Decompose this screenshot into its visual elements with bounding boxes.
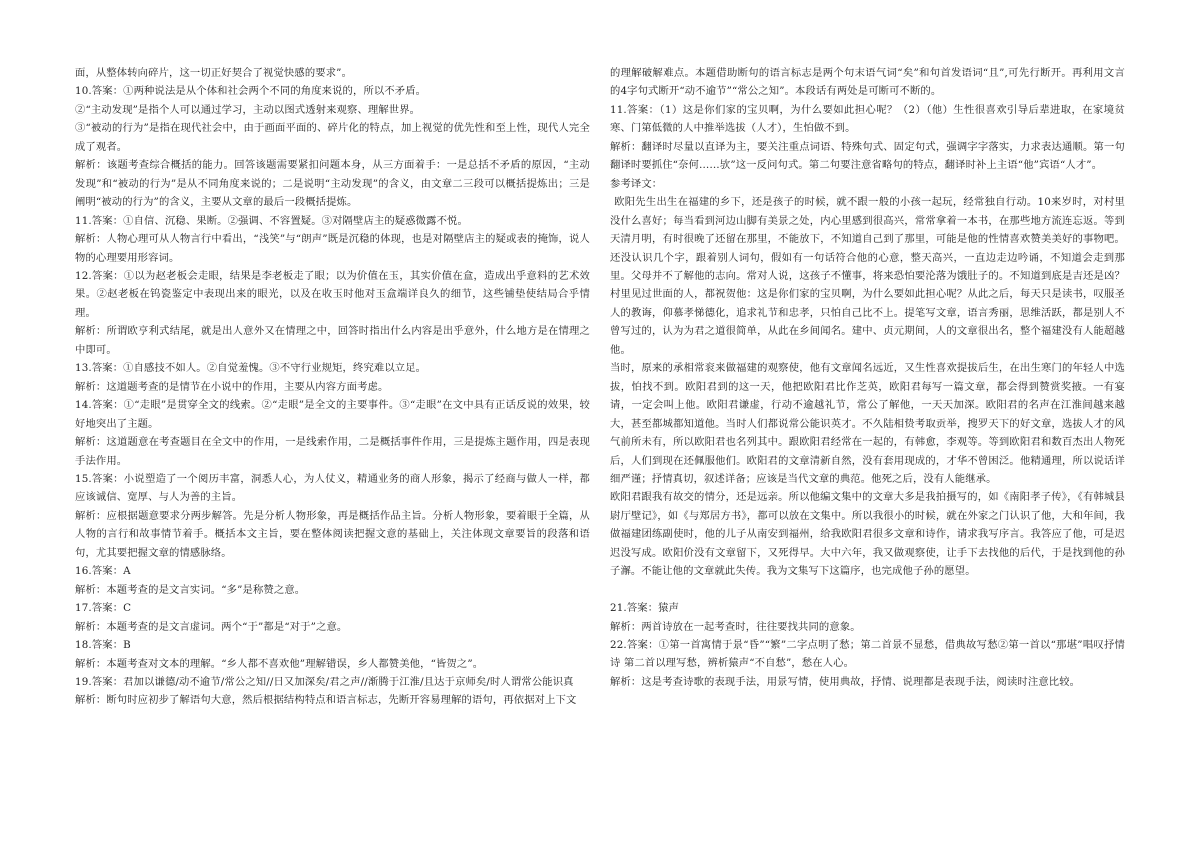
text-paragraph: 参考译文： <box>610 177 663 190</box>
text-paragraph: 16.答案：A <box>75 565 131 578</box>
text-paragraph: 22.答案：①第一首寓情于景“昏”“繁”二字点明了愁；第二首景不显愁，借典故写愁②第一首以“那堪”唱叹抒情诗 第二首以理写愁，辨析猿声“不自愁”，愁在人心。 <box>610 639 1125 670</box>
text-paragraph: 解析：应根据题意要求分两步解答。先是分析人物形象，再是概括作品主旨。分析人物形象，要着眼于全篇，从人物的言行和故事情节着手。概括本文主旨，要在整体阅读把握文意的基础上，关注体现文章要旨的段落和语句，尤其要把握文章的情感脉络。 <box>75 509 590 559</box>
text-paragraph: 解析：所谓欧亨利式结尾，就是出人意外又在情理之中，回答时指出什么内容是出乎意外，什么地方是在情理之中即可。 <box>75 325 590 356</box>
text-paragraph: 解析：这道题意在考查题目在全文中的作用，一是线索作用，二是概括事件作用，三是提炼主题作用，四是表现手法作用。 <box>75 436 590 467</box>
text-paragraph: 15.答案：小说塑造了一个阅历丰富，洞悉人心，为人仗义，精通业务的商人形象，揭示了经商与做人一样，都应该诚信、宽厚、与人为善的主旨。 <box>75 472 590 504</box>
text-paragraph: 解析：人物心理可从人物言行中看出，“浅笑”与“朗声”既是沉稳的体现，也是对隔壁店主的疑或表的掩饰，说人物的心理要用形容词。 <box>75 233 590 264</box>
answer-column-left <box>75 64 590 710</box>
text-paragraph: 解析：翻译时尽量以直译为主，要关注重点词语、特殊句式、固定句式，强调字字落实，力求表达通顺。第一句翻译时要抓住“奈何……欤”这一反问句式。第二句要注意省略句的特点，翻译时补上主语“他”宾语“人才”。 <box>610 140 1125 172</box>
text-paragraph: 12.答案：①以为赵老板会走眼，结果是李老板走了眼；以为价值在玉，其实价值在盒，造成出乎意料的艺术效果。②赵老板在钨瓷鉴定中表现出来的眼光，以及在收玉时他对玉盒端详良久的细节，这些铺垫使结局合乎情理。 <box>75 269 590 319</box>
text-paragraph: 解析：本题考查的是文言虚词。两个“于”都是“对于”之意。 <box>75 620 348 633</box>
text-paragraph: 解析：这道题考查的是情节在小说中的作用，主要从内容方面考虑。 <box>75 380 389 393</box>
text-paragraph: 10.答案：①两种说法是从个体和社会两个不同的角度来说的，所以不矛盾。 <box>75 85 427 98</box>
text-paragraph: 欧阳君跟我有故交的情分，还是远亲。所以他编文集中的文章大多是我拍摄写的，如《南阳孝子传》，《有韩城县尉厅壁记》，如《与郑居方书》，都可以放在文集中。所以我很小的时候，就在外家之门认识了他，大和年间，我做福建团练副使时，他的儿子从南安到福州，给我欧阳君很多文章和诗作，请求我写序言。我答应了他，可是迟迟没写成。欧阳价没有文章留下，又死得早。大中六年，我又做观察使，让手下去找他的后代，于是找到他的孙子澥。不能让他的文章就此失传。我为文集写下这篇序，也完成他子孙的愿望。 <box>610 491 1125 578</box>
text-paragraph: 欧阳先生出生在福建的乡下，还是孩子的时候，就不跟一般的小孩一起玩，经常独自行动。10来岁时，对村里没什么喜好；每当看到河边山脚有美景之处，内心里感到很高兴，常常拿着一本书，在那些地方流连忘返。等到天清月明，有时很晚了还留在那里，不能放下，不知道自己到了那里，可能是他的性情喜欢赞美美好的事物吧。还没认识几个字，跟着别人词句，假如有一句话符合他的心意，整天高兴，一直边走边吟诵，不知道会走到那里。父母并不了解他的志向。常对人说，这孩子不懂事，将来恐怕要沦落为饿肚子的。不知道到底是吉还是凶？村里见过世面的人，都祝贺他：这是你们家的宝贝啊，为什么要如此担心呢？从此之后，每天只是读书，叹服圣人的教诲，仰慕孝悌德化，追求礼节和忠孝，只怕自己比不上。提笔写文章，语言秀丽，思维活跃，都是别人不曾写过的，认为为君之道很简单，从此在乡间闻名。建中、贞元期间，人的文章很出名，整个福建没有人能超越他。 <box>610 196 1125 356</box>
text-paragraph: 14.答案：①“走眼”是贯穿全文的线索。②“走眼”是全文的主要事件。③“走眼”在文中具有正话反说的效果，较好地突出了主题。 <box>75 399 590 430</box>
text-paragraph: 11.答案：（1）这是你们家的宝贝啊，为什么要如此担心呢？（2）（他）生性很喜欢引导后辈进取，在家境贫寒、门第低微的人中推举选拔（人才），生怕做不到。 <box>610 103 1125 135</box>
text-paragraph: 19.答案：君加以谦德/动不逾节/常公之知//日又加深矣/君之声//渐腾于江淮/且达于京师矣/时人谓常公能识真 <box>75 675 574 688</box>
paragraph-gap <box>610 581 1125 599</box>
text-paragraph: 解析：本题考查对文本的理解。“乡人都不喜欢他”理解错误，乡人都赞美他，“皆贺之”。 <box>75 657 484 670</box>
text-paragraph: 当时，原来的承相常衮来做福建的观察使，他有文章闻名远近，又生性喜欢提拔后生，在出生寒门的年轻人中选拔，怕找不到。欧阳君到的这一天，他把欧阳君比作芝英，欧阳君每写一篇文章，都会得到赞赏奖掖。一有宴请，一定会叫上他。欧阳君谦虚，行动不逾越礼节，常公了解他，一天天加深。欧阳君的名声在江淮间越来越大，甚至都城都知道他。当时人们都说常公能识英才。不久陆相贽考取贡举，搜罗天下的好文章，选拔人才的风气前所未有，所以欧阳君也名列其中。跟欧阳君经常在一起的，有韩愈，李观等。等到欧阳君和数百杰出人物死后，人们到现在还佩服他们。欧阳君的文章清新自然，没有套用现成的，才华不曾困泛。他精通理，所以说话详细严谨；抒情真切，叙述详备；应该是当代文章的典范。他死之后，没有人能继承。 <box>610 362 1125 485</box>
text-paragraph: 13.答案：①自感技不如人。②自觉羞愧。③不守行业规矩，终究难以立足。 <box>75 362 427 375</box>
text-paragraph: 17.答案：C <box>75 602 132 615</box>
text-paragraph: 的理解破解难点。本题借助断句的语言标志是两个句末语气词“矣”和句首发语词“且”,可先行断开。再利用文言的4字句式断开“动不逾节”“常公之知”。本段话有两处是可断可不断的。 <box>610 67 1125 98</box>
text-paragraph: 面，从整体转向碎片，这一切正好契合了视觉快感的要求”。 <box>75 67 353 79</box>
text-paragraph: 解析：该题考查综合概括的能力。回答该题需要紧扣问题本身，从三方面着手：一是总括不矛盾的原因，“主动发现”和“被动的行为”是从不同角度来说的；二是说明“主动发现”的含义，由文章二三段可以概括提炼出；三是阐明“被动的行为”的含义，主要从文章的最后一段概括提炼。 <box>75 159 590 209</box>
text-paragraph: ③“被动的行为”是指在现代社会中，由于画面平面的、碎片化的特点，加上视觉的优先性和至上性，现代人完全成了观者。 <box>75 122 590 153</box>
text-paragraph: 11.答案：①自信、沉稳、果断。②强调、不容置疑。③对隔壁店主的疑惑微露不悦。 <box>75 214 468 227</box>
text-paragraph: 解析：本题考查的是文言实词。“多”是称赞之意。 <box>75 583 306 596</box>
text-paragraph: ②“主动发现”是指个人可以通过学习，主动以图式透射来观察、理解世界。 <box>75 103 421 116</box>
text-paragraph: 解析：两首诗放在一起考查时，往往要找共同的意象。 <box>610 620 861 633</box>
text-paragraph: 21.答案：猿声 <box>610 602 680 615</box>
text-paragraph: 18.答案：B <box>75 639 131 652</box>
answer-column-right <box>610 64 1125 691</box>
text-paragraph: 解析：断句时应初步了解语句大意，然后根据结构特点和语言标志，先断开容易理解的语句，再依据对上下文 <box>75 694 577 707</box>
text-paragraph: 解析：这是考查诗歌的表现手法，用景写情，使用典故，抒情、说理都是表现手法，阅读时注意比较。 <box>610 675 1081 688</box>
